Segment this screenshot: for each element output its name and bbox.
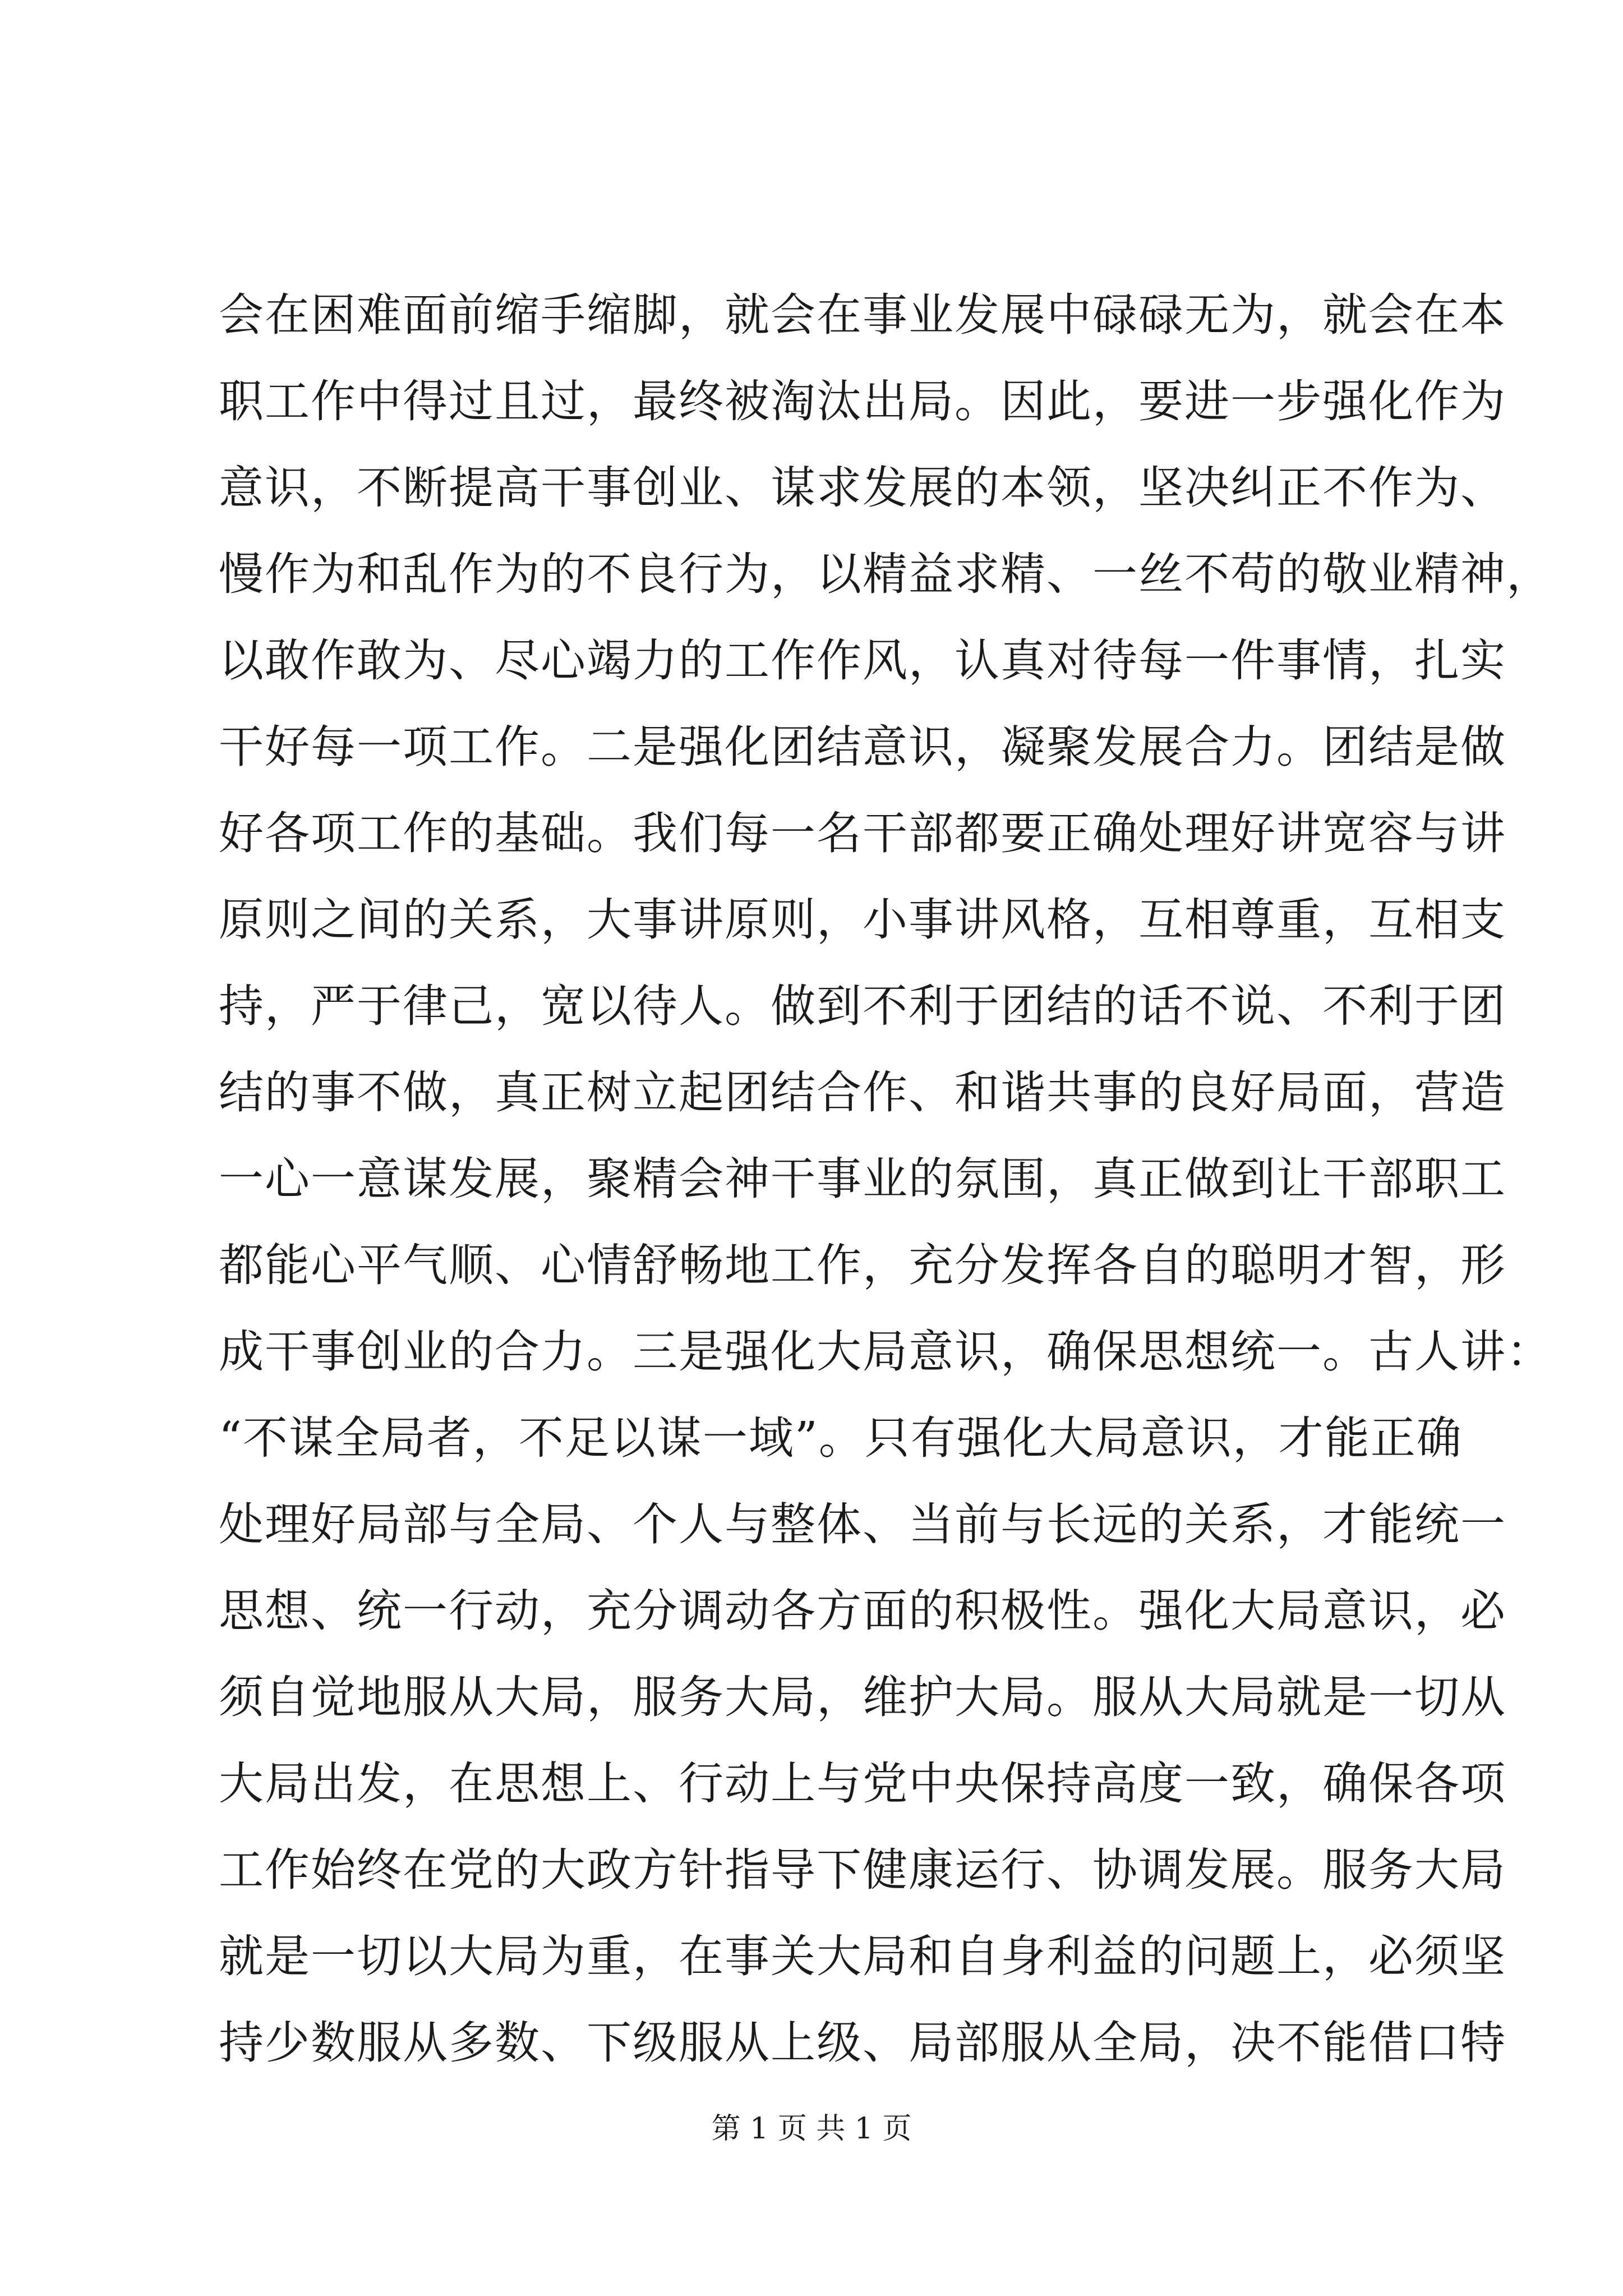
text-line: “不谋全局者，不足以谋一域”。只有强化大局意识，才能正确	[219, 1412, 1463, 1464]
text-line: 须自觉地服从大局，服务大局，维护大局。服从大局就是一切从	[219, 1671, 1506, 1723]
text-line: 好各项工作的基础。我们每一名干部都要正确处理好讲宽容与讲	[219, 807, 1506, 859]
text-line: 原则之间的关系，大事讲原则，小事讲风格，互相尊重，互相支	[219, 894, 1506, 946]
text-line: 持少数服从多数、下级服从上级、局部服从全局，决不能借口特	[219, 2017, 1506, 2069]
text-line: 结的事不做，真正树立起团结合作、和谐共事的良好局面，营造	[219, 1066, 1506, 1119]
text-line: 意识，不断提高干事创业、谋求发展的本领，坚决纠正不作为、	[219, 462, 1506, 514]
text-line: 一心一意谋发展，聚精会神干事业的氛围，真正做到让干部职工	[219, 1153, 1506, 1205]
text-line: 大局出发，在思想上、行动上与党中央保持高度一致，确保各项	[219, 1757, 1506, 1810]
text-line: 思想、统一行动，充分调动各方面的积极性。强化大局意识，必	[219, 1585, 1506, 1637]
text-line: 工作始终在党的大政方针指导下健康运行、协调发展。服务大局	[219, 1844, 1506, 1896]
text-line: 处理好局部与全局、个人与整体、当前与长远的关系，才能统一	[219, 1498, 1506, 1550]
text-line: 慢作为和乱作为的不良行为，以精益求精、一丝不苟的敬业精神，	[219, 548, 1552, 600]
text-line: 都能心平气顺、心情舒畅地工作，充分发挥各自的聪明才智，形	[219, 1239, 1506, 1291]
text-line: 职工作中得过且过，最终被淘汰出局。因此，要进一步强化作为	[219, 375, 1506, 427]
text-line: 干好每一项工作。二是强化团结意识，凝聚发展合力。团结是做	[219, 721, 1506, 773]
page-footer: 第 1 页 共 1 页	[711, 2112, 912, 2146]
document-body	[219, 272, 1552, 2086]
text-line: 会在困难面前缩手缩脚，就会在事业发展中碌碌无为，就会在本	[219, 289, 1506, 341]
text-line: 以敢作敢为、尽心竭力的工作作风，认真对待每一件事情，扎实	[219, 634, 1506, 687]
text-line: 就是一切以大局为重，在事关大局和自身利益的问题上，必须坚	[219, 1930, 1506, 1982]
text-line: 成干事创业的合力。三是强化大局意识，确保思想统一。古人讲：	[219, 1326, 1552, 1378]
text-line: 持，严于律己，宽以待人。做到不利于团结的话不说、不利于团	[219, 980, 1506, 1032]
